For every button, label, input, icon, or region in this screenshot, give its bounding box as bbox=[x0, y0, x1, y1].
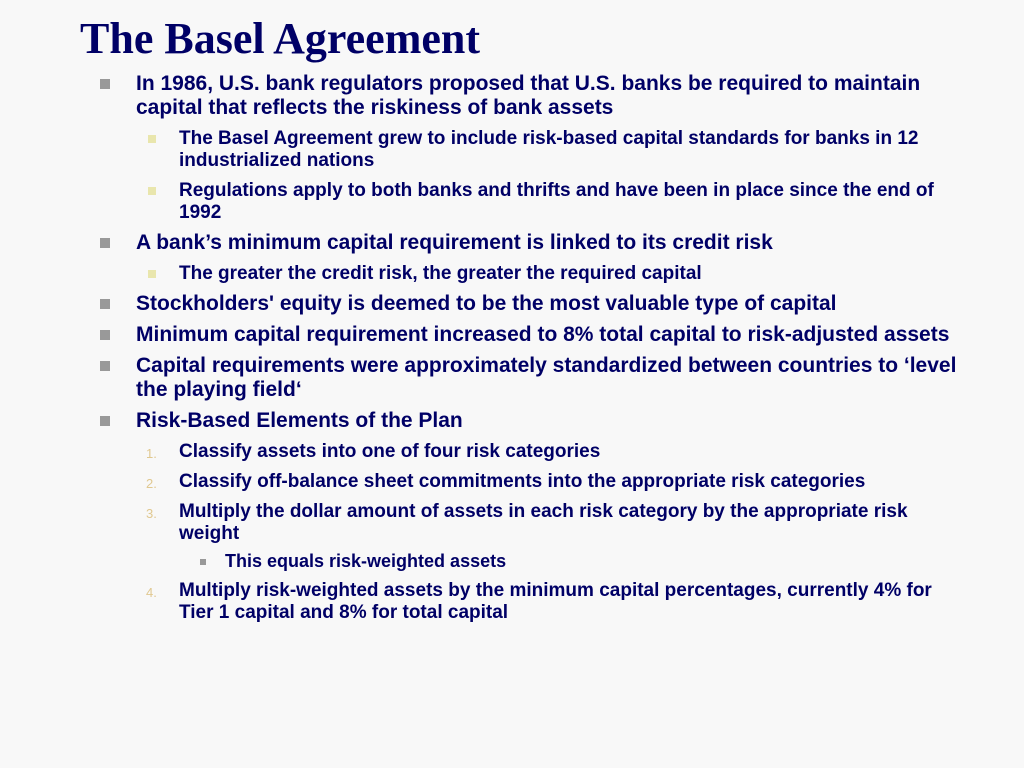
square-bullet-icon bbox=[100, 330, 110, 340]
numbered-step bbox=[0, 441, 1024, 463]
square-bullet-icon bbox=[200, 559, 206, 565]
square-bullet-icon bbox=[100, 361, 110, 371]
numbered-step bbox=[0, 580, 1024, 624]
slide-body bbox=[0, 72, 1024, 624]
bullet-text: Capital requirements were approximately standardized between countries to ‘level the playing field‘ bbox=[136, 354, 957, 401]
step-number: 1. bbox=[146, 446, 157, 461]
step-text: Multiply the dollar amount of assets in each risk category by the appropriate risk weight bbox=[179, 501, 908, 544]
bullet-text: Stockholders' equity is deemed to be the most valuable type of capital bbox=[136, 292, 837, 315]
numbered-step bbox=[0, 471, 1024, 493]
step-text: Classify assets into one of four risk categories bbox=[179, 441, 601, 462]
square-bullet-icon bbox=[100, 299, 110, 309]
bullet-item bbox=[0, 354, 1024, 402]
step-number: 2. bbox=[146, 476, 157, 491]
step-text: Classify off-balance sheet commitments into the appropriate risk categories bbox=[179, 471, 866, 492]
square-bullet-icon bbox=[148, 270, 156, 278]
square-bullet-icon bbox=[148, 187, 156, 195]
bullet-text: Risk-Based Elements of the Plan bbox=[136, 409, 463, 432]
sub-bullet-item bbox=[0, 180, 1024, 224]
bullet-item bbox=[0, 323, 1024, 347]
step-number: 3. bbox=[146, 506, 157, 521]
sub-bullet-item bbox=[0, 263, 1024, 285]
bullet-text: In 1986, U.S. bank regulators proposed that U.S. banks be required to maintain capital that reflects the riskiness of bank assets bbox=[136, 72, 921, 119]
sub-bullet-text: The Basel Agreement grew to include risk-based capital standards for banks in 12 industrialized nations bbox=[179, 128, 919, 171]
bullet-item bbox=[0, 292, 1024, 316]
bullet-text: A bank’s minimum capital requirement is linked to its credit risk bbox=[136, 231, 773, 254]
square-bullet-icon bbox=[148, 135, 156, 143]
slide-title: The Basel Agreement bbox=[80, 14, 481, 63]
sub-bullet-item bbox=[0, 128, 1024, 172]
bullet-item bbox=[0, 231, 1024, 255]
sub-sub-bullet-text: This equals risk-weighted assets bbox=[225, 551, 507, 571]
bullet-list bbox=[0, 72, 1024, 624]
bullet-item bbox=[0, 409, 1024, 433]
bullet-item bbox=[0, 72, 1024, 120]
square-bullet-icon bbox=[100, 79, 110, 89]
square-bullet-icon bbox=[100, 416, 110, 426]
bullet-text: Minimum capital requirement increased to 8% total capital to risk-adjusted assets bbox=[136, 323, 950, 346]
sub-bullet-text: Regulations apply to both banks and thrifts and have been in place since the end of 1992 bbox=[179, 180, 934, 223]
numbered-step bbox=[0, 501, 1024, 545]
square-bullet-icon bbox=[100, 238, 110, 248]
sub-sub-bullet-item bbox=[0, 551, 1024, 572]
step-text: Multiply risk-weighted assets by the minimum capital percentages, currently 4% for Tier 1 capital and 8% for total capital bbox=[179, 580, 932, 623]
step-number: 4. bbox=[146, 585, 157, 600]
sub-bullet-text: The greater the credit risk, the greater the required capital bbox=[179, 263, 702, 284]
